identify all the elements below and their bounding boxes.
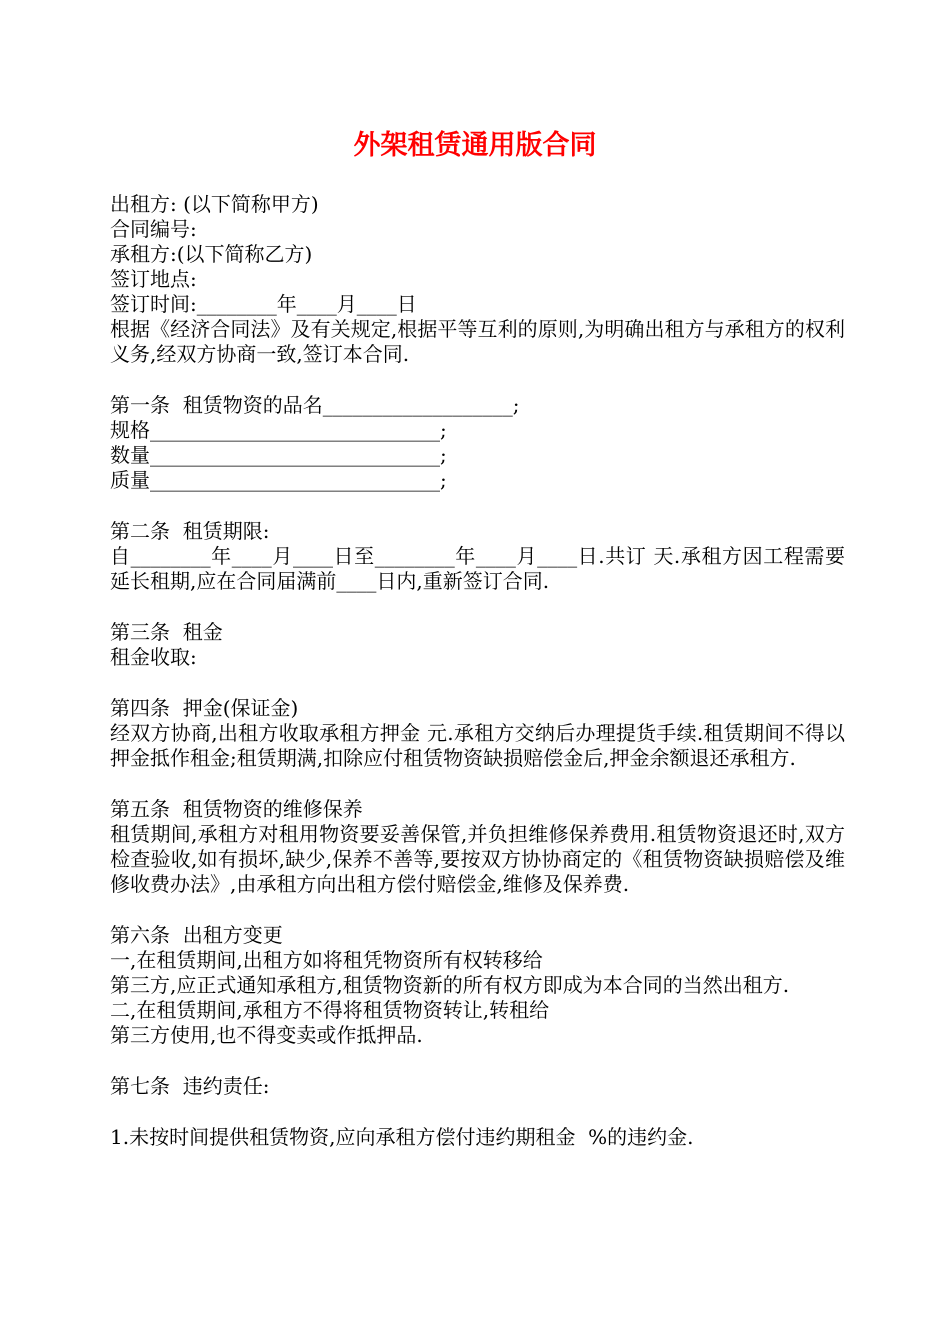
article1-quality: 质量_____________________________; [110, 468, 447, 492]
spacer [110, 771, 845, 797]
article6-item2-line2: 第三方使用,也不得变卖或作抵押品. [110, 1023, 423, 1047]
document-title: 外架租赁通用版合同 [353, 130, 597, 161]
article6-item1-line1: 一,在租赁期间,出租方如将租凭物资所有权转移给 [110, 948, 543, 972]
spacer [110, 670, 845, 696]
preamble-paragraph: 根据《经济合同法》及有关规定,根据平等互利的原则,为明确出租方与承租方的权利义务,经双方协商一致,签订本合同. [110, 317, 845, 366]
article3-text: 租金收取: [110, 645, 197, 669]
article6-heading: 第六条 出租方变更 [110, 923, 283, 947]
article1-heading: 第一条 租赁物资的品名___________________; [110, 393, 520, 417]
spacer [110, 1048, 845, 1074]
article6-item1-line2: 第三方,应正式通知承租方,租赁物资新的所有权方即成为本合同的当然出租方. [110, 973, 790, 997]
lessee-line: 承租方:(以下简称乙方) [110, 242, 313, 266]
article3-heading: 第三条 租金 [110, 620, 223, 644]
article4-paragraph: 经双方协商,出租方收取承租方押金 元.承租方交纳后办理提货手续.租赁期间不得以押金抵作租金;租赁期满,扣除应付租赁物资缺损赔偿金后,押金余额退还承租方. [110, 721, 845, 770]
article1-spec: 规格_____________________________; [110, 418, 447, 442]
spacer [110, 594, 845, 620]
article6-item2-line1: 二,在租赁期间,承租方不得将租赁物资转让,转租给 [110, 998, 550, 1022]
lessor-line: 出租方: (以下简称甲方) [110, 192, 319, 216]
spacer [110, 1099, 845, 1125]
spacer [110, 897, 845, 923]
article4-heading: 第四条 押金(保证金) [110, 696, 299, 720]
article5-heading: 第五条 租赁物资的维修保养 [110, 797, 363, 821]
article7-item1: 1.未按时间提供租赁物资,应向承租方偿付违约期租金 %的违约金. [110, 1125, 694, 1149]
spacer [110, 493, 845, 519]
sign-place-line: 签订地点: [110, 267, 197, 291]
document-body [110, 192, 845, 1150]
article7-heading: 第七条 违约责任: [110, 1074, 270, 1098]
article2-heading: 第二条 租赁期限: [110, 519, 270, 543]
article2-paragraph: 自________年____月____日至________年____月____日.共订 天.承租方因工程需要延长租期,应在合同届满前____日内,重新签订合同. [110, 544, 845, 593]
sign-time-line: 签订时间:________年____月____日 [110, 292, 417, 316]
spacer [110, 367, 845, 393]
article1-quantity: 数量_____________________________; [110, 443, 447, 467]
contract-number-line: 合同编号: [110, 217, 197, 241]
article5-paragraph: 租赁期间,承租方对租用物资要妥善保管,并负担维修保养费用.租赁物资退还时,双方检查验收,如有损坏,缺少,保养不善等,要按双方协协商定的《租赁物资缺损赔偿及维修收费办法》,由承租方向出租方偿付赔偿金,维修及保养费. [110, 822, 845, 896]
